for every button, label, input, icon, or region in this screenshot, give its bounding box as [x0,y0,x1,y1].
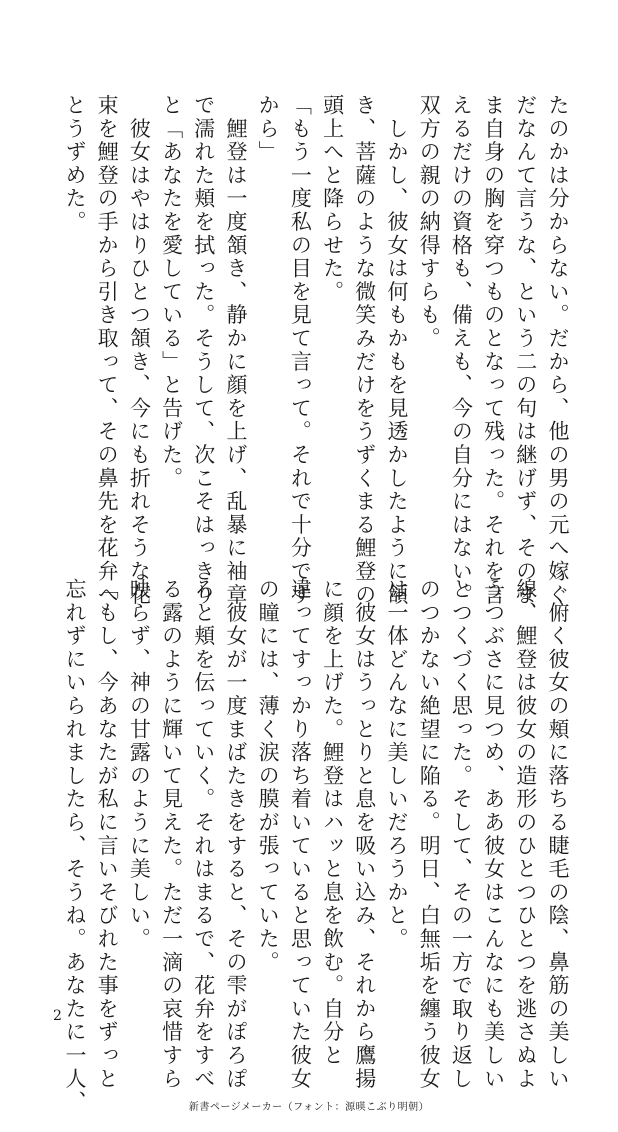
text-line: 彼女が一度まばたきをすると、その雫がぽろぽ [223,578,248,1091]
text-line: 「もし、今あなたが私に言いそびれた事をずっと [95,578,120,1091]
text-line: 「もう一度私の目を見て言って。それで十分です [288,94,313,607]
text-line: ま自身の胸を穿つものとなって残った。それを言 [481,94,506,607]
upper-text-block [34,94,574,607]
text-line: だなんて言うな、という二の句は継げず、そのま [513,94,538,607]
text-line: のつかない絶望に陥る。明日、白無垢を纏う彼女 [417,578,442,1091]
text-line: たのかは分からない。だから、他の男の元へ嫁ぐ [546,94,570,607]
text-line: 俯く彼女の頬に落ちる睫毛の陰、鼻筋の美しい [546,578,570,1091]
footer-credit: 新書ページメーカー（フォント：源暎こぶり明朝） [188,1102,430,1113]
text-line: 違ってすっかり落ち着いていると思っていた彼女 [288,578,313,1091]
text-line: の瞳には、薄く涙の膜が張っていた。 [256,578,281,975]
text-line: 線、鯉登は彼女の造形のひとつひとつを逃さぬよ [513,578,538,1091]
text-line: から」 [256,94,281,164]
text-line: ろと頬を伝っていく。それはまるで、花弁をすべ [191,578,216,1091]
page-number: 2 [53,1008,62,1024]
text-line: と「あなたを愛している」と告げた。 [159,94,184,491]
text-line: 頭上へと降らせた。 [320,94,345,304]
text-line: 鯉登は一度頷き、静かに顔を上げ、乱暴に袖章 [223,94,248,607]
text-line: に顔を上げた。鯉登はハッと息を飲む。自分と [320,578,345,1068]
text-line: き、菩薩のような微笑みだけをうずくまる鯉登の [352,94,377,607]
text-line: 映らず、神の甘露のように美しい。 [127,578,152,951]
text-line: 彼女はうっとりと息を吸い込み、それから鷹揚 [352,578,377,1091]
text-line: とつくづく思った。そして、その一方で取り返し [449,578,474,1091]
text-line: えるだけの資格も、備えも、今の自分にはない。 [449,94,474,607]
text-line: は一体どんなに美しいだろうかと。 [384,578,409,951]
text-line: 忘れずにいられましたら、そうね。あなたに一人、 [62,578,87,1114]
text-line: 束を鯉登の手から引き取って、その鼻先を花弁へ [95,94,120,607]
text-line: 彼女はやはりひとつ頷き、今にも折れそうな花 [127,94,152,607]
text-line: とうずめた。 [62,94,87,234]
text-line: る露のように輝いて見えた。ただ一滴の哀惜すら [159,578,184,1091]
text-line: 双方の親の納得すらも。 [417,94,442,351]
text-line: しかし、彼女は何もかもを見透かしたように頷 [384,94,409,607]
text-line: で濡れた頬を拭った。そうして、次こそはっきり [191,94,216,607]
text-line: うつぶさに見つめ、ああ彼女はこんなにも美しい [481,578,506,1091]
